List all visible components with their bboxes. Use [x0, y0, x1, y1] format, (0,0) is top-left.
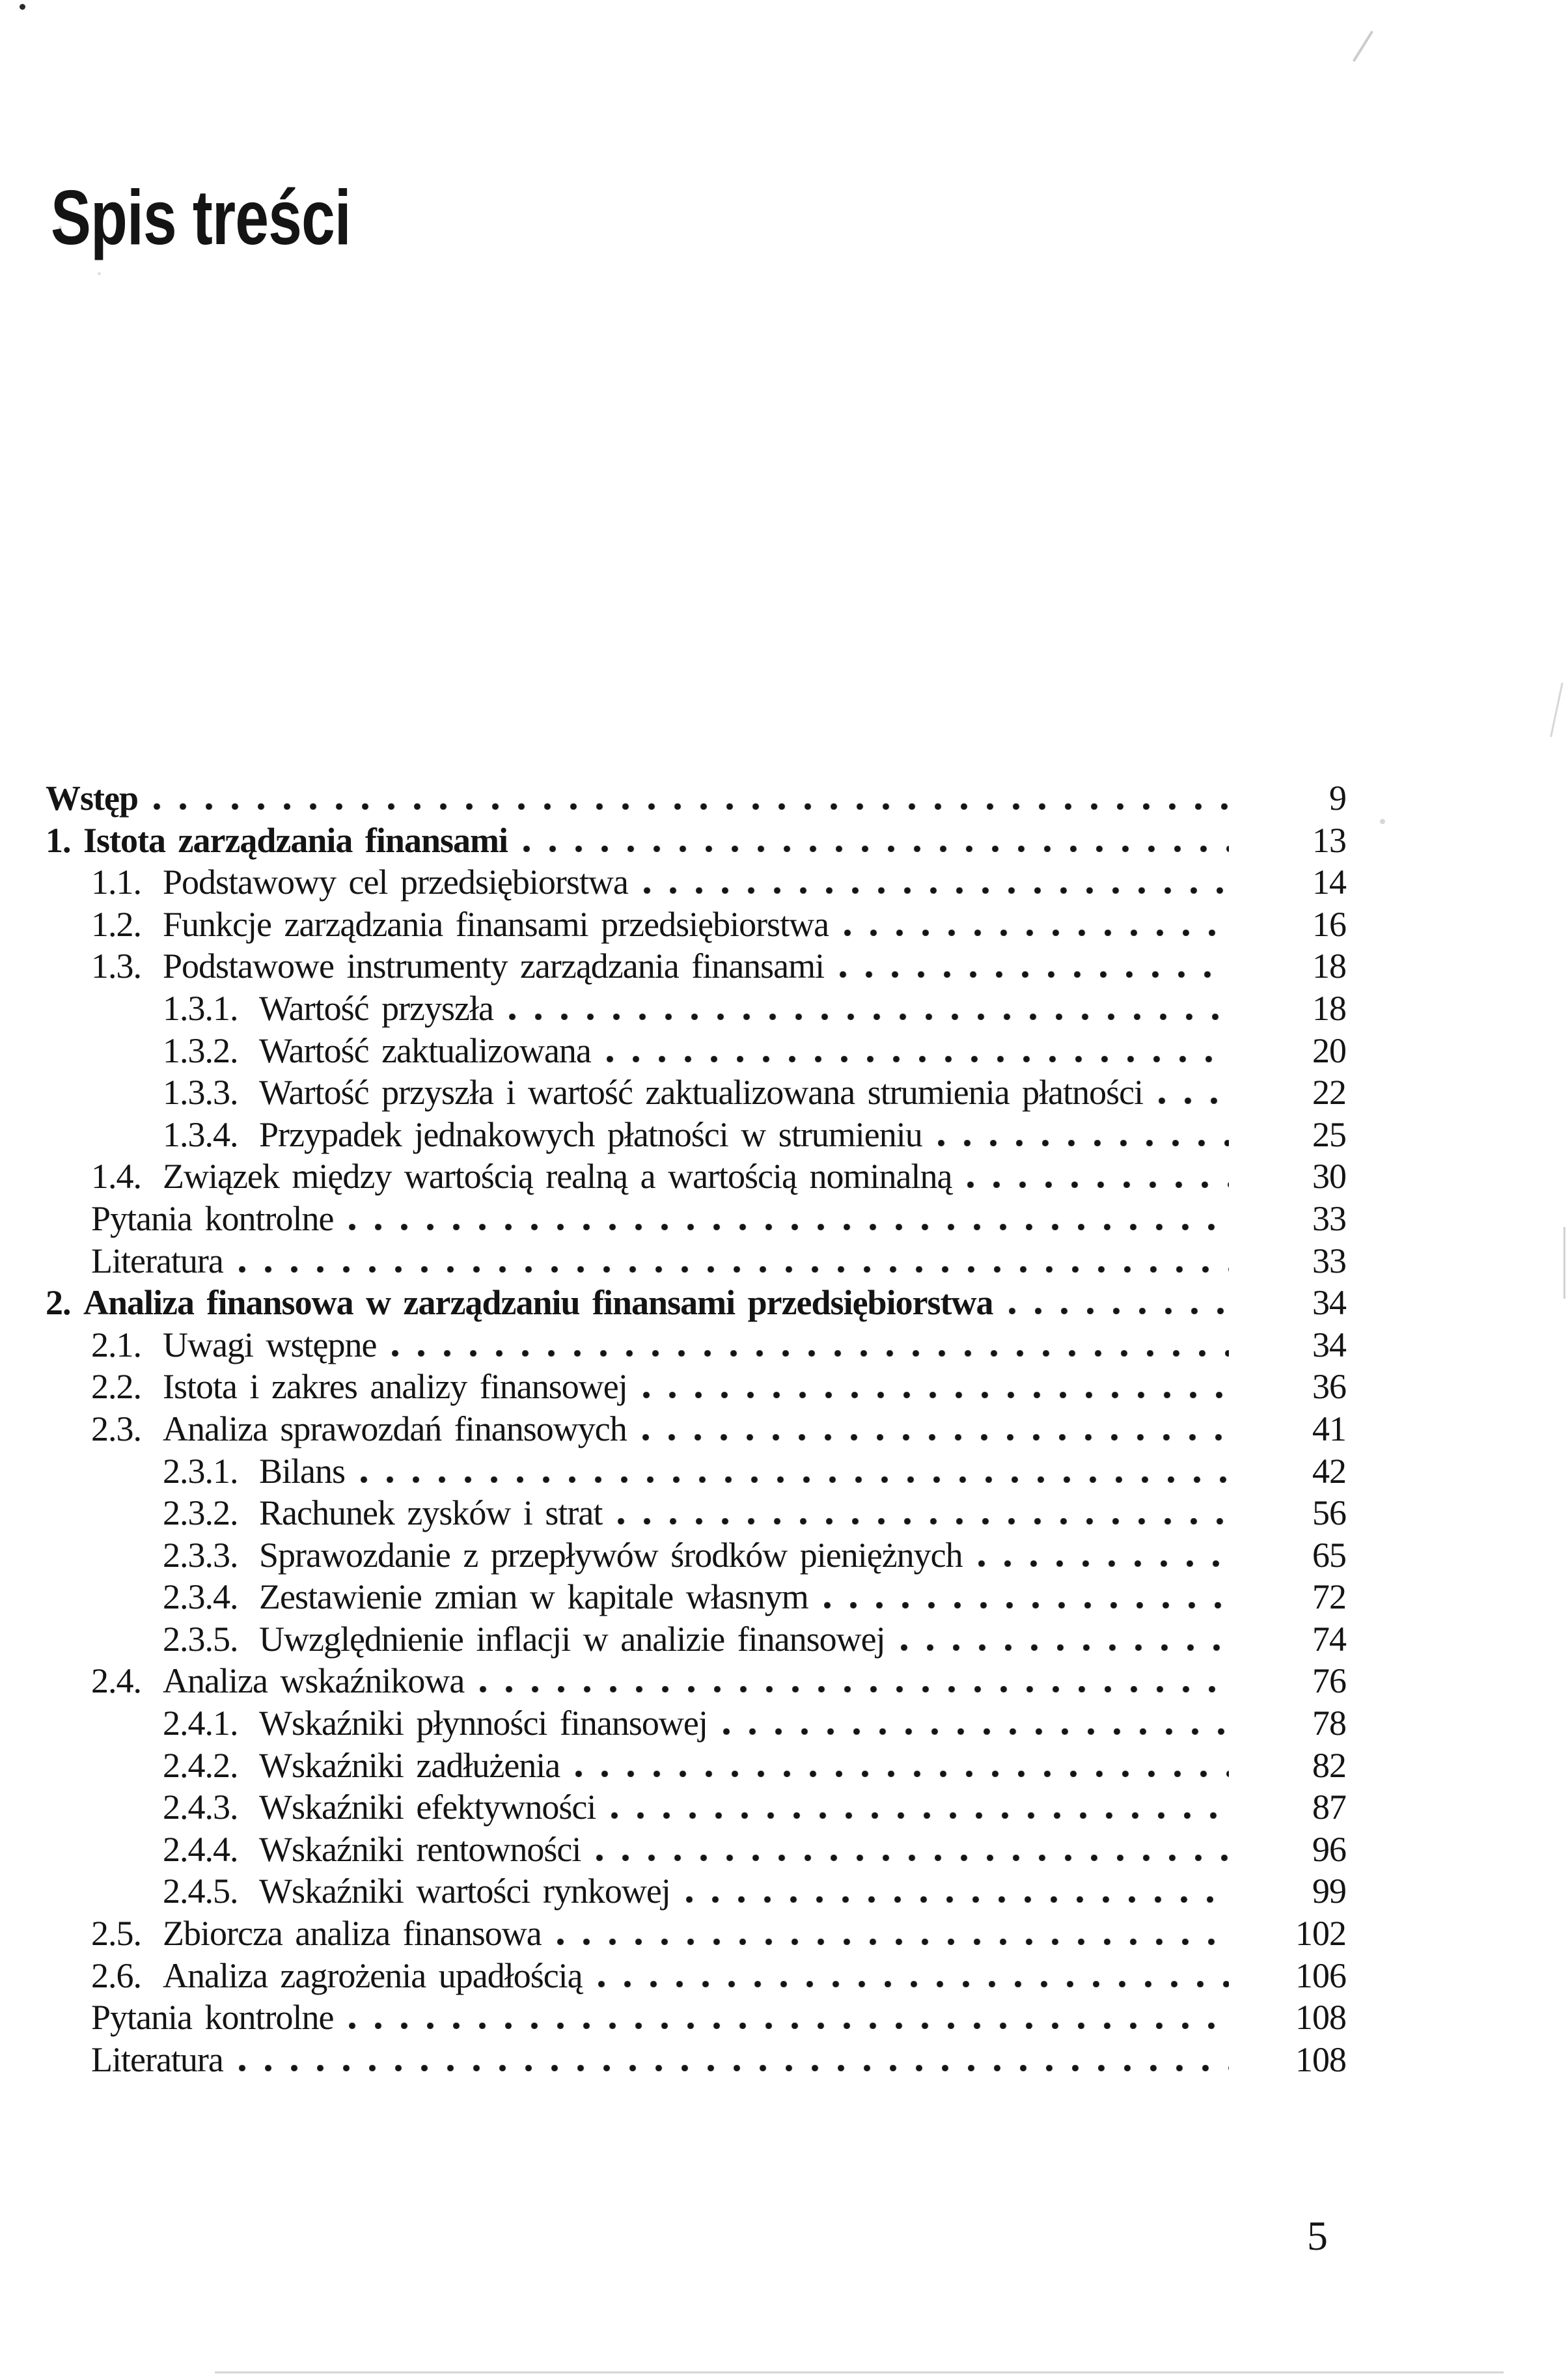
toc-entry — [0, 861, 1568, 904]
dot-leader — [598, 1981, 1229, 1987]
toc-entry-label: Sprawozdanie z przepływów środków pieniężnych — [259, 1535, 963, 1575]
toc-entry-number: 2.3.4. — [163, 1577, 238, 1617]
toc-entry-label: Funkcje zarządzania finansami przedsiębiorstwa — [163, 904, 829, 944]
toc-entry-number: 2.4.3. — [163, 1788, 238, 1827]
toc-entry-number: 2.4. — [91, 1661, 141, 1701]
dot-leader — [938, 1140, 1229, 1146]
toc-entry-number: 1.3.4. — [163, 1114, 238, 1154]
toc-entry — [0, 2039, 1568, 2081]
toc-entry-label: Wskaźniki efektywności — [259, 1788, 596, 1827]
footer-page-number: 5 — [1307, 2213, 1328, 2259]
toc-entry-number: 2.4.2. — [163, 1745, 238, 1785]
toc-entry-number: 2.4.4. — [163, 1829, 238, 1869]
dot-leader — [618, 1518, 1229, 1525]
toc-entry — [0, 777, 1568, 820]
toc-entry — [0, 1198, 1568, 1240]
toc-entry-page: 22 — [1312, 1073, 1346, 1112]
scan-speck-below-title-2 — [98, 272, 101, 275]
toc-entry-page: 30 — [1312, 1157, 1346, 1196]
toc-entry — [0, 1366, 1568, 1408]
toc-entry — [0, 945, 1568, 988]
toc-entry — [0, 1829, 1568, 1871]
toc-entry-number: 1.3.2. — [163, 1030, 238, 1070]
dot-leader — [686, 1896, 1229, 1903]
toc-entry-page: 65 — [1312, 1535, 1346, 1575]
toc-entry-page: 33 — [1312, 1198, 1346, 1238]
toc-entry-page: 72 — [1312, 1577, 1346, 1617]
dot-leader — [901, 1644, 1229, 1651]
toc-entry-label: Bilans — [259, 1451, 346, 1491]
toc-entry — [0, 1071, 1568, 1114]
toc-entry-page: 33 — [1312, 1241, 1346, 1280]
toc-entry-page: 41 — [1312, 1409, 1346, 1448]
dot-leader — [239, 2065, 1229, 2071]
toc-entry-label: Wartość przyszła i wartość zaktualizowana strumienia płatności — [259, 1073, 1144, 1112]
toc-entry-page: 108 — [1295, 1998, 1346, 2038]
toc-entry-page: 96 — [1312, 1829, 1346, 1869]
toc-entry — [0, 1996, 1568, 2039]
toc-entry-number: 2.4.1. — [163, 1704, 238, 1743]
toc-entry — [0, 1745, 1568, 1787]
toc-entry-number: 2.6. — [91, 1955, 141, 1995]
toc-entry-label: Wskaźniki rentowności — [259, 1829, 581, 1869]
toc-entry-label: Wartość zaktualizowana — [259, 1030, 591, 1070]
toc-entry-label: Przypadek jednakowych płatności w strumieniu — [259, 1114, 922, 1154]
toc-entry — [0, 1955, 1568, 1997]
toc-entry-number: 1.2. — [91, 904, 141, 944]
toc-entry-page: 74 — [1312, 1619, 1346, 1659]
toc-entry-label: Zbiorcza analiza finansowa — [163, 1914, 542, 1954]
toc-entry — [0, 904, 1568, 946]
toc-entry-number: 1. — [46, 820, 71, 860]
toc-entry-number: 1.3. — [91, 946, 141, 986]
toc-entry-page: 16 — [1312, 904, 1346, 944]
toc-entry-label: Analiza sprawozdań finansowych — [163, 1409, 627, 1448]
toc-entry — [0, 1618, 1568, 1661]
dot-leader — [349, 1224, 1229, 1230]
toc-entry-label: Wstęp — [46, 779, 138, 818]
toc-entry-number: 2.3.3. — [163, 1535, 238, 1575]
dot-leader — [644, 887, 1229, 894]
toc-entry — [0, 1492, 1568, 1534]
toc-entry-number: 1.3.1. — [163, 988, 238, 1028]
toc-entry-number: 1.1. — [91, 863, 141, 902]
toc-entry-page: 106 — [1295, 1955, 1346, 1995]
dot-leader — [349, 2023, 1229, 2029]
dot-leader — [239, 1266, 1229, 1273]
dot-leader — [557, 1939, 1229, 1945]
toc-entry-page: 76 — [1312, 1661, 1346, 1701]
dot-leader — [361, 1476, 1229, 1483]
toc-list — [0, 777, 1568, 2080]
toc-entry — [0, 1408, 1568, 1450]
dot-leader — [840, 971, 1229, 978]
toc-entry-label: Pytania kontrolne — [91, 1198, 334, 1238]
toc-entry-page: 99 — [1312, 1872, 1346, 1911]
dot-leader — [480, 1686, 1229, 1692]
toc-entry-number: 2.1. — [91, 1325, 141, 1364]
toc-entry-number: 2. — [46, 1283, 71, 1323]
toc-entry — [0, 1324, 1568, 1366]
toc-entry-page: 14 — [1312, 863, 1346, 902]
dot-leader — [523, 846, 1229, 852]
toc-entry-number: 2.4.5. — [163, 1872, 238, 1911]
toc-entry-page: 20 — [1312, 1030, 1346, 1070]
scan-line-bottom-edge — [215, 2371, 1504, 2373]
toc-entry-page: 56 — [1312, 1493, 1346, 1533]
toc-entry — [0, 1030, 1568, 1072]
toc-entry — [0, 1913, 1568, 1955]
toc-entry-label: Literatura — [91, 2039, 223, 2079]
toc-entry-label: Uwzględnienie inflacji w analizie finansowej — [259, 1619, 885, 1659]
toc-entry — [0, 1870, 1568, 1913]
dot-leader — [642, 1434, 1229, 1441]
toc-entry — [0, 820, 1568, 862]
dot-leader — [1009, 1308, 1229, 1314]
toc-entry-page: 78 — [1312, 1704, 1346, 1743]
toc-entry — [0, 1786, 1568, 1829]
toc-entry-label: Rachunek zysków i strat — [259, 1493, 603, 1533]
toc-entry-page: 18 — [1312, 988, 1346, 1028]
toc-entry-label: Literatura — [91, 1241, 223, 1280]
toc-entry — [0, 1702, 1568, 1745]
toc-entry-label: Zestawienie zmian w kapitale własnym — [259, 1577, 808, 1617]
page-title: Spis treści — [51, 174, 351, 261]
dot-leader — [154, 803, 1229, 810]
toc-entry-label: Wskaźniki wartości rynkowej — [259, 1872, 670, 1911]
toc-entry-label: Podstawowy cel przedsiębiorstwa — [163, 863, 628, 902]
toc-entry-label: Analiza zagrożenia upadłością — [163, 1955, 583, 1995]
toc-entry — [0, 1240, 1568, 1282]
toc-entry-label: Uwagi wstępne — [163, 1325, 377, 1364]
toc-entry-page: 25 — [1312, 1114, 1346, 1154]
dot-leader — [723, 1728, 1229, 1735]
dot-leader — [643, 1392, 1229, 1398]
toc-entry-number: 2.3.1. — [163, 1451, 238, 1491]
toc-entry — [0, 1660, 1568, 1702]
dot-leader — [978, 1560, 1229, 1567]
dot-leader — [575, 1771, 1229, 1777]
toc-entry-page: 42 — [1312, 1451, 1346, 1491]
toc-entry-label: Analiza finansowa w zarządzaniu finansami przedsiębiorstwa — [83, 1283, 993, 1323]
toc-entry-label: Istota i zakres analizy finansowej — [163, 1367, 627, 1407]
toc-entry-label: Wartość przyszła — [259, 988, 493, 1028]
scan-speck-below-title-1 — [59, 226, 62, 229]
toc-entry — [0, 1534, 1568, 1577]
dot-leader — [607, 1056, 1229, 1062]
dot-leader — [844, 930, 1229, 936]
toc-entry-page: 34 — [1312, 1283, 1346, 1323]
toc-entry-number: 2.3.2. — [163, 1493, 238, 1533]
scan-mark-right-edge-lower — [1563, 1227, 1565, 1299]
toc-entry-page: 34 — [1312, 1325, 1346, 1364]
toc-entry-number: 1.3.3. — [163, 1073, 238, 1112]
toc-entry-label: Wskaźniki płynności finansowej — [259, 1704, 708, 1743]
toc-entry — [0, 1114, 1568, 1156]
dot-leader — [596, 1855, 1229, 1861]
dot-leader — [509, 1014, 1229, 1020]
toc-entry-number: 2.2. — [91, 1367, 141, 1407]
toc-entry-page: 108 — [1295, 2039, 1346, 2079]
toc-entry-label: Analiza wskaźnikowa — [163, 1661, 465, 1701]
toc-entry-number: 2.3.5. — [163, 1619, 238, 1659]
scan-speck-top-left — [20, 4, 25, 10]
scan-mark-right-edge-upper — [1550, 683, 1563, 738]
toc-entry — [0, 1155, 1568, 1198]
toc-entry-label: Istota zarządzania finansami — [83, 820, 508, 860]
dot-leader — [967, 1181, 1229, 1188]
toc-entry-label: Związek między wartością realną a wartością nominalną — [163, 1157, 952, 1196]
toc-entry-label: Wskaźniki zadłużenia — [259, 1745, 560, 1785]
dot-leader — [611, 1812, 1229, 1819]
toc-entry-page: 87 — [1312, 1788, 1346, 1827]
toc-entry-page: 36 — [1312, 1367, 1346, 1407]
toc-entry-page: 82 — [1312, 1745, 1346, 1785]
scan-mark-top-right — [1353, 31, 1373, 62]
toc-entry-label: Pytania kontrolne — [91, 1998, 334, 2038]
toc-entry-page: 18 — [1312, 946, 1346, 986]
toc-entry-number: 2.5. — [91, 1914, 141, 1954]
toc-entry-page: 102 — [1295, 1914, 1346, 1954]
toc-entry — [0, 1282, 1568, 1324]
toc-entry-page: 13 — [1312, 820, 1346, 860]
scan-speck-middle-right — [1380, 819, 1385, 824]
dot-leader — [1159, 1098, 1229, 1104]
dot-leader — [824, 1602, 1229, 1609]
toc-entry-number: 2.3. — [91, 1409, 141, 1448]
toc-entry-page: 9 — [1329, 779, 1346, 818]
toc-entry — [0, 1450, 1568, 1493]
toc-entry-number: 1.4. — [91, 1157, 141, 1196]
toc-entry — [0, 1576, 1568, 1618]
dot-leader — [392, 1350, 1229, 1357]
toc-entry — [0, 988, 1568, 1030]
toc-entry-label: Podstawowe instrumenty zarządzania finansami — [163, 946, 825, 986]
